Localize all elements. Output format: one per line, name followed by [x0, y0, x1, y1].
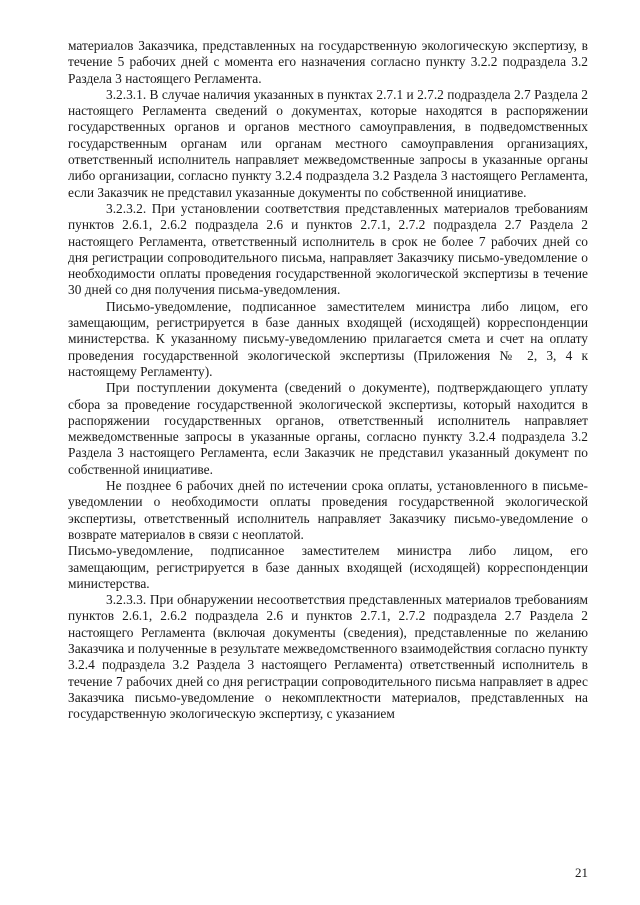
page-number: 21 — [575, 865, 588, 880]
paragraph-continuation: материалов Заказчика, представленных на государственную экологическую экспертизу, в течение 5 рабочих дней с момента его назначения согласно пункту 3.2.2 подраздела 3.2 Раздела 3 настоящего Регламента. — [68, 38, 588, 86]
paragraph-return-registration: Письмо-уведомление, подписанное заместителем министра либо лицом, его замещающим, регистрируется в базе данных входящей (исходящей) корреспонденции министерства. — [68, 543, 588, 591]
paragraph-3-2-3-1: 3.2.3.1. В случае наличия указанных в пунктах 2.7.1 и 2.7.2 подраздела 2.7 Раздела 2 настоящего Регламента сведений о документах, которые находятся в распоряжении государственных органов и органов местного самоуправления, в подведомственных государственным органам или органам местного самоуправления организациях, ответственный исполнитель направляет межведомственные запросы в указанные органы либо организации, согласно пункту 3.2.4 подраздела 3.2 Раздела 3 настоящего Регламента, если Заказчик не представил указанные документы по собственной инициативе. — [68, 86, 588, 200]
paragraph-nonpayment-return: Не позднее 6 рабочих дней по истечении срока оплаты, установленного в письме-уведомлении о необходимости оплаты проведения государственной экологической экспертизы, ответственный исполнитель направляет Заказчику письмо-уведомление о возврате материалов в связи с неоплатой. — [68, 478, 588, 542]
body-text — [68, 38, 588, 722]
paragraph-notice-registration: Письмо-уведомление, подписанное заместителем министра либо лицом, его замещающим, регистрируется в базе данных входящей (исходящей) корреспонденции министерства. К указанному письму-уведомлению прилагается смета и счет на оплату проведения государственной экологической экспертизы (Приложения № 2, 3, 4 к настоящему Регламенту). — [68, 298, 588, 379]
paragraph-3-2-3-2: 3.2.3.2. При установлении соответствия представленных материалов требованиям пунктов 2.6.1, 2.6.2 подраздела 2.6 и пунктов 2.7.1, 2.7.2 подраздела 2.7 Раздела 2 настоящего Регламента, ответственный исполнитель в срок не более 7 рабочих дней со дня регистрации сопроводительного письма, направляет Заказчику письмо-уведомление о необходимости оплаты проведения государственной экологической экспертизы в течение 30 дней со дня получения письма-уведомления. — [68, 200, 588, 298]
paragraph-3-2-3-3: 3.2.3.3. При обнаружении несоответствия представленных материалов требованиям пунктов 2.6.1, 2.6.2 подраздела 2.6 и пунктов 2.7.1, 2.7.2 подраздела 2.7 Раздела 2 настоящего Регламента (включая документы (сведения), представленные по желанию Заказчика и полученные в результате межведомственного взаимодействия согласно пункту 3.2.4 подраздела 3.2 Раздела 3 настоящего Регламента) ответственный исполнитель в течение 7 рабочих дней со дня регистрации сопроводительного письма направляет в адрес Заказчика письмо-уведомление о некомплектности материалов, представленных на государственную экологическую экспертизу, с указанием — [68, 592, 588, 722]
paragraph-payment-document: При поступлении документа (сведений о документе), подтверждающего уплату сбора за проведение государственной экологической экспертизы, который находится в распоряжении государственных органов, ответственный исполнитель направляет межведомственные запросы в указанные органы, согласно пункту 3.2.4 подраздела 3.2 Раздела 3 настоящего Регламента, если Заказчик не представил указанный документ по собственной инициативе. — [68, 380, 588, 477]
